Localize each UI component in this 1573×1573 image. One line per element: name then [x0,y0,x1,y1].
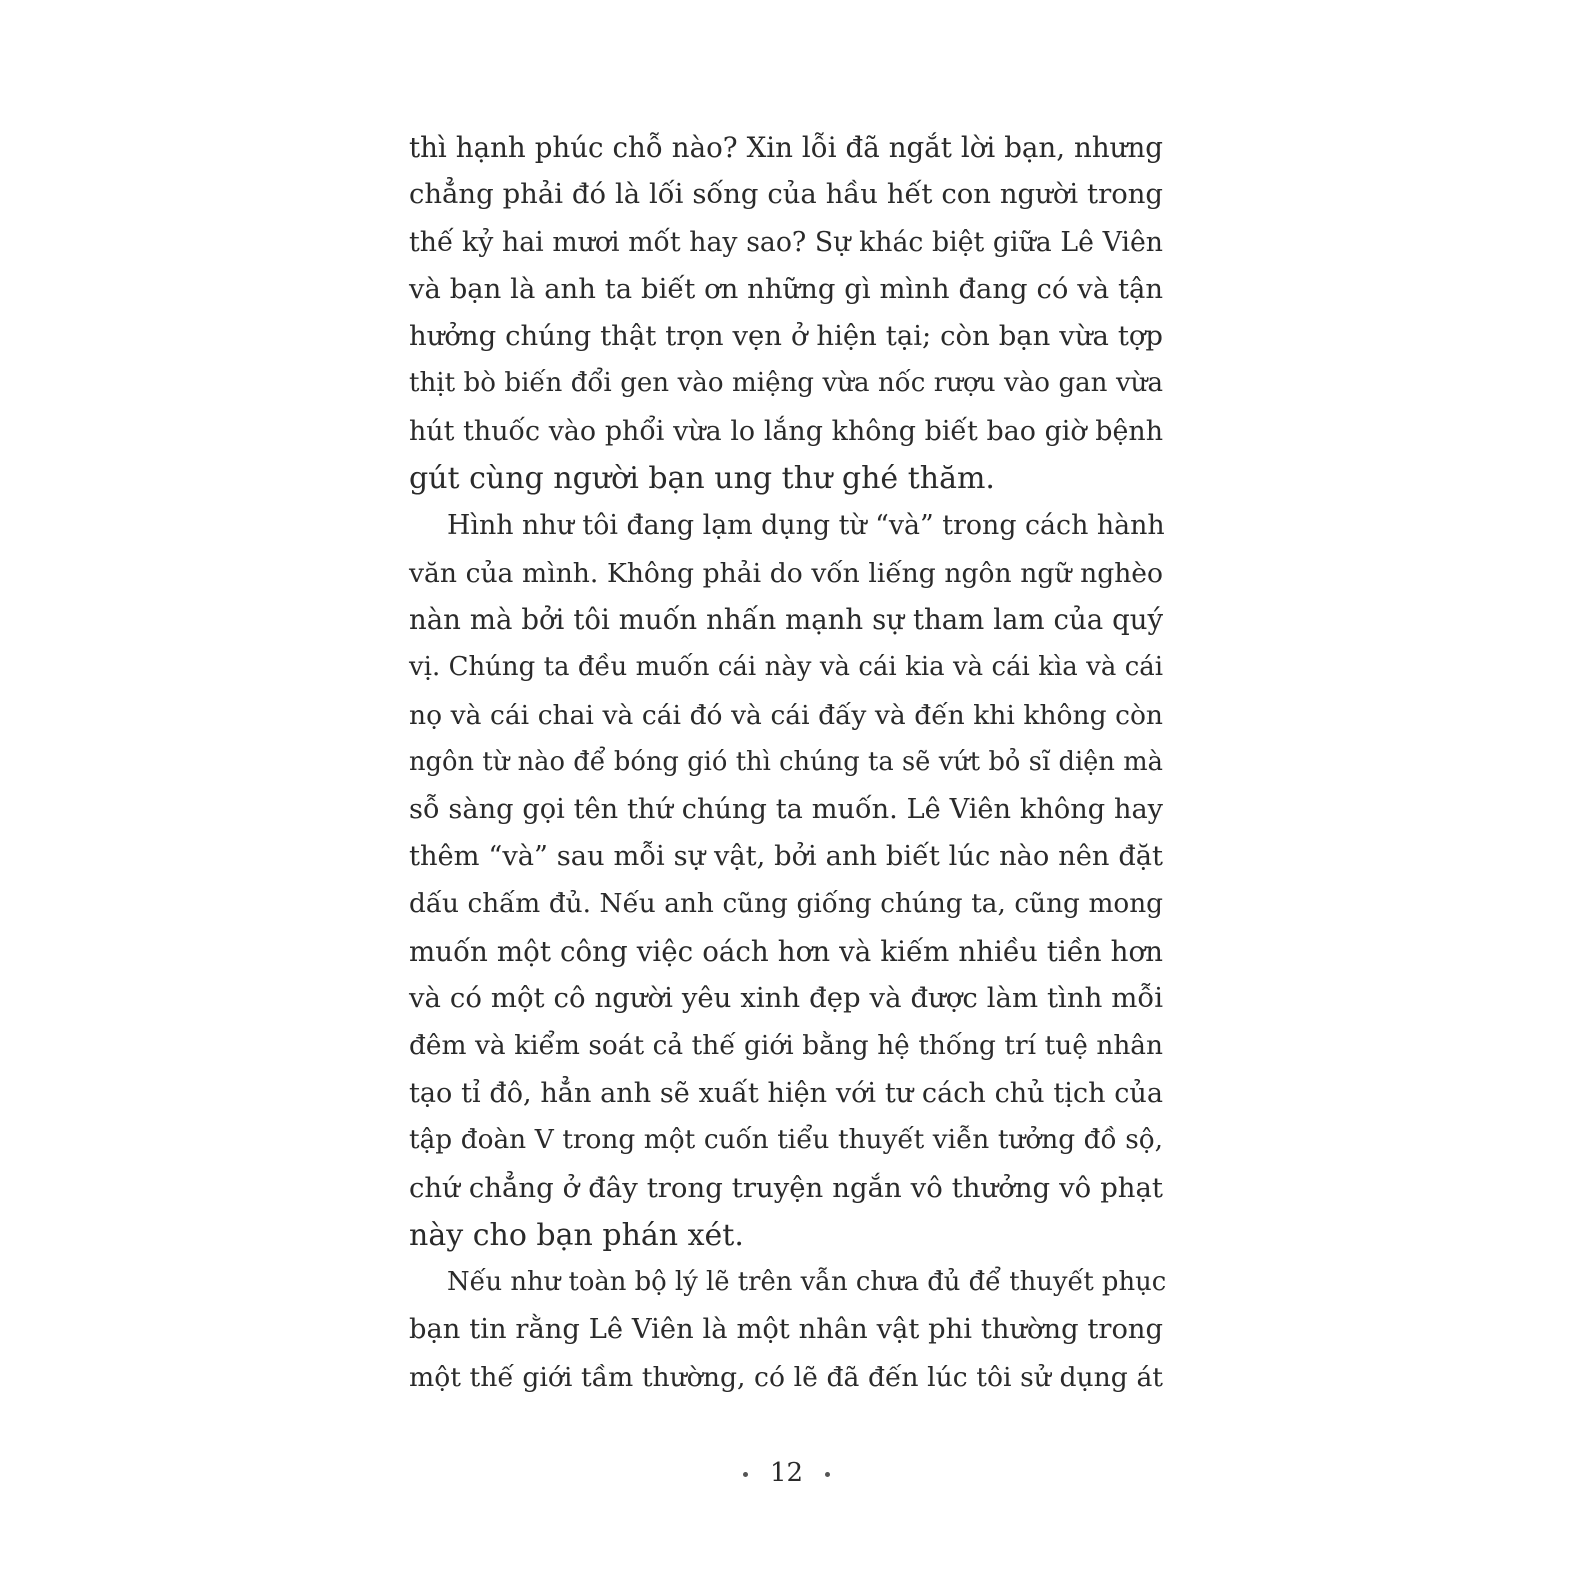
body-text [409,124,1167,1401]
text-line: vị. Chúng ta đều muốn cái này và cái kia và cái kìa và cái [409,652,1163,683]
paragraph [409,1259,1167,1401]
text-line: ngôn từ nào để bóng gió thì chúng ta sẽ vứt bỏ sĩ diện mà [409,746,1163,777]
text-line: chẳng phải đó là lối sống của hầu hết con người trong [409,179,1163,211]
text-line: và bạn là anh ta biết ơn những gì mình đang có và tận [409,273,1163,305]
text-line: nọ và cái chai và cái đó và cái đấy và đến khi không còn [409,699,1163,731]
text-line: gút cùng người bạn ung thư ghé thăm. [409,461,995,497]
text-line: thêm “và” sau mỗi sự vật, bởi anh biết lúc nào nên đặt [409,841,1163,873]
text-line: nàn mà bởi tôi muốn nhấn mạnh sự tham lam của quý [409,603,1163,636]
text-line: thì hạnh phúc chỗ nào? Xin lỗi đã ngắt lời bạn, nhưng [409,131,1163,164]
text-line: Nếu như toàn bộ lý lẽ trên vẫn chưa đủ để thuyết phục [447,1267,1167,1298]
text-line: văn của mình. Không phải do vốn liếng ngôn ngữ nghèo [409,557,1163,589]
text-line: sỗ sàng gọi tên thứ chúng ta muốn. Lê Viên không hay [409,794,1163,826]
text-line: hút thuốc vào phổi vừa lo lắng không biết bao giờ bệnh [409,415,1163,447]
text-line: và có một cô người yêu xinh đẹp và được làm tình mỗi [409,982,1163,1015]
paragraph [409,124,1163,502]
text-line: một thế giới tầm thường, có lẽ đã đến lúc tôi sử dụng át [409,1361,1163,1393]
text-line: đêm và kiểm soát cả thế giới bằng hệ thống trí tuệ nhân [409,1030,1163,1061]
text-line: thịt bò biến đổi gen vào miệng vừa nốc rượu vào gan vừa [409,368,1163,399]
text-line: bạn tin rằng Lê Viên là một nhân vật phi thường trong [409,1314,1163,1346]
text-line: dấu chấm đủ. Nếu anh cũng giống chúng ta, cũng mong [409,888,1163,919]
text-line: tạo tỉ đô, hẳn anh sẽ xuất hiện với tư cách chủ tịch của [409,1077,1163,1109]
page-footer [0,1458,1573,1488]
text-line: thế kỷ hai mươi mốt hay sao? Sự khác biệt giữa Lê Viên [409,226,1163,258]
page-number: 12 [769,1458,804,1488]
text-line: hưởng chúng thật trọn vẹn ở hiện tại; còn bạn vừa tợp [409,321,1163,353]
text-line: tập đoàn V trong một cuốn tiểu thuyết viễn tưởng đồ sộ, [409,1125,1163,1156]
text-line: chứ chẳng ở đây trong truyện ngắn vô thưởng vô phạt [409,1171,1163,1204]
text-line: này cho bạn phán xét. [409,1217,744,1253]
footer-dot-right [825,1472,830,1477]
text-line: Hình như tôi đang lạm dụng từ “và” trong cách hành [447,510,1165,542]
footer-dot-left [743,1472,748,1477]
paragraph [409,502,1163,1259]
text-line: muốn một công việc oách hơn và kiếm nhiều tiền hơn [409,935,1163,969]
